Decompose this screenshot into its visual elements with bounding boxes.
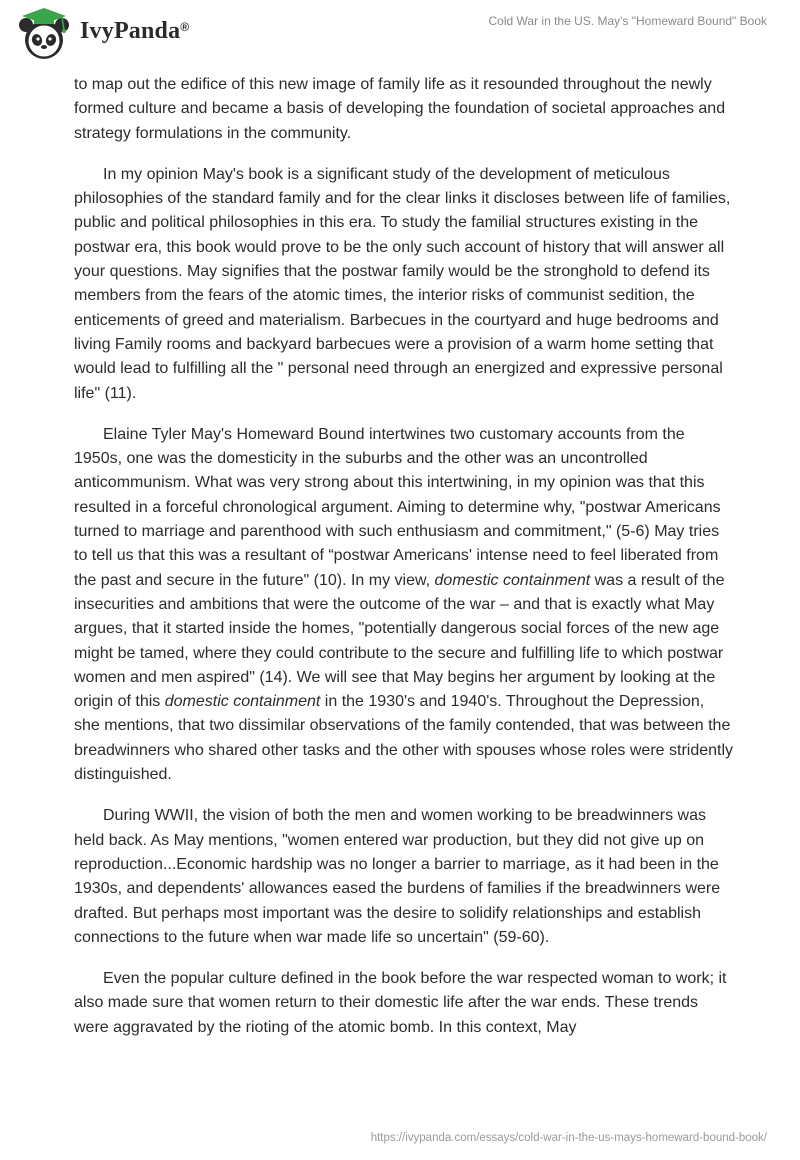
source-url[interactable]: https://ivypanda.com/essays/cold-war-in-the-us-mays-homeward-bound-book/: [370, 1132, 767, 1144]
paragraph-3: [74, 423, 734, 787]
paragraph-2: In my opinion May's book is a significant study of the development of meticulous philosophies of the standard family and for the clear links it discloses between life of families, public and political philosophies in this era. To study the familial structures existing in the postwar era, this book would prove to be the only such account of history that will answer all your questions. May signifies that the postwar family would be the stronghold to defend its members from the fears of the atomic times, the interior risks of communist sedition, the enticements of greed and materialism. Barbecues in the courtyard and huge bedrooms and living Family rooms and backyard barbecues were a provision of a warm home setting that would lead to fulfilling all the " personal need through an energized and expressive personal life" (11).: [74, 165, 731, 402]
paragraph-3-part-3: in the 1930's and 1940's. Throughout the Depression, she mentions, that two dissimilar observations of the family contended, that was between the breadwinners who shared other tasks and the other with spouses whose roles were stridently distinguished.: [74, 693, 734, 784]
essay-body: [74, 73, 734, 1057]
paragraph-4: During WWII, the vision of both the men and women working to be breadwinners was held back. As May mentions, "women entered war production, but they did not give up on reproduction...Economic hardship was no longer a barrier to marriage, as it had been in the 1930s, and dependents' allowances eased the burdens of families if the breadwinners were drafted. But perhaps most important was the desire to solidify relationships and establish connections to the future when war made life so uncertain" (59-60).: [74, 807, 721, 946]
brand-text: IvyPanda: [80, 18, 181, 44]
paragraph-3-part-2: was a result of the insecurities and ambitions that were the outcome of the war – and that is exactly what May argues, that it started inside the homes, "potentially dangerous social forces of the new age might be tamed, where they could contribute to the secure and fulfilling life to which postwar women and men aspired" (14). We will see that May begins her argument by looking at the origin of this: [74, 571, 725, 711]
paragraph-1: to map out the edifice of this new image of family life as it resounded throughout the newly formed culture and became a basis of developing the foundation of societal approaches and strategy formulations in the community.: [74, 76, 726, 142]
emphasis-domestic-containment: domestic containment: [434, 571, 591, 589]
paragraph-3-part-1: Elaine Tyler May's Homeward Bound intertwines two customary accounts from the 1950s, one was the domesticity in the suburbs and the other was an uncontrolled anticommunism. What was very strong about this intertwining, in my opinion was that this resulted in a forceful chronological argument. Aiming to determine why, "postwar Americans turned to marriage and parenthood with such enthusiasm and commitment," (5-6) May tries to tell us that this was a resultant of “postwar Americans' intense need to feel liberated from the past and secure in the future" (10). In my view,: [74, 425, 721, 589]
page-header: [0, 0, 800, 70]
trademark-symbol: ®: [180, 20, 190, 34]
document-title: Cold War in the US. May's "Homeward Bound" Book: [488, 14, 767, 28]
ivypanda-logo-icon[interactable]: [14, 6, 76, 62]
emphasis-domestic-containment: domestic containment: [164, 693, 321, 711]
brand-name[interactable]: [80, 18, 189, 45]
paragraph-5: Even the popular culture defined in the book before the war respected woman to work; it also made sure that women return to their domestic life after the war ends. These trends were aggravated by the rioting of the atomic bomb. In this context, May: [74, 970, 727, 1036]
